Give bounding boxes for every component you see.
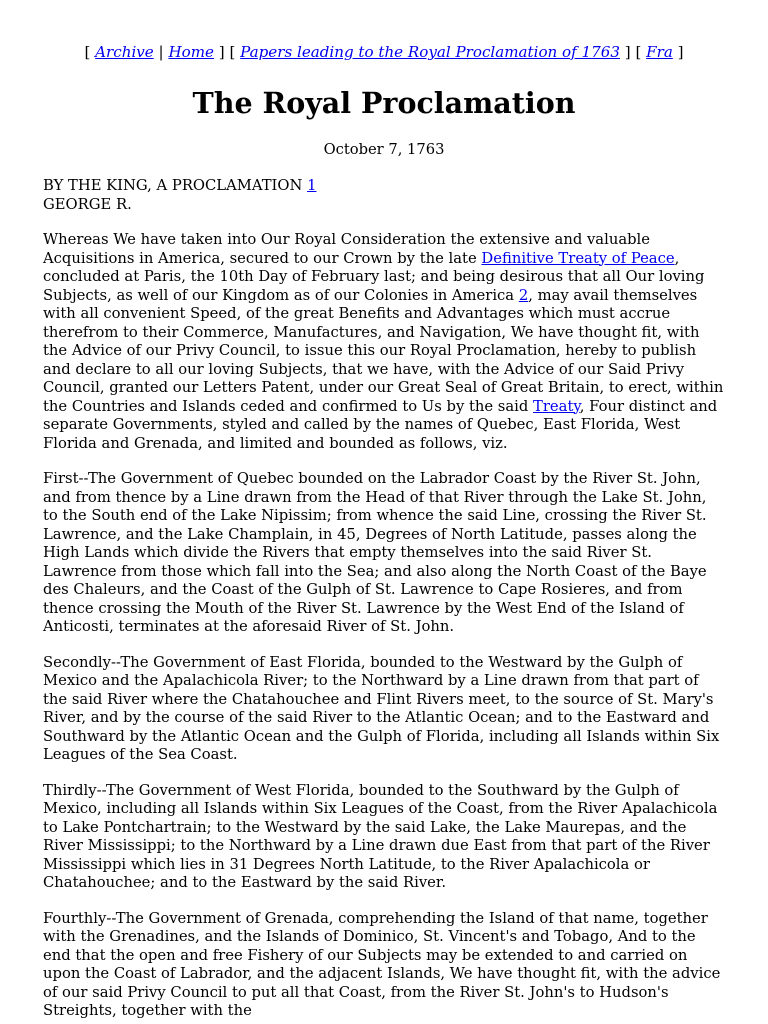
footnote-link-1[interactable]: 1 <box>307 177 317 194</box>
home-link[interactable]: Home <box>168 43 214 61</box>
intro-text-1: Whereas We have taken into Our Royal Consideration the extensive and valuable Acquisitions in America, secured to our Crown by the late <box>43 231 650 267</box>
nav-bracket-close: ] <box>624 43 631 61</box>
treaty-link[interactable]: Treaty <box>533 397 580 415</box>
french-version-link[interactable]: Fra <box>646 43 673 61</box>
nav-bracket-close: ] <box>677 43 684 61</box>
intro-text-4: , Four distinct and separate Governments, styled and called by the names of Quebec, East Florida, West Florida and Grenada, and limited and bounded as follows, viz. <box>43 397 718 452</box>
proclamation-heading: BY THE KING, A PROCLAMATION <box>43 177 303 194</box>
papers-link[interactable]: Papers leading to the Royal Proclamation of 1763 <box>240 43 620 61</box>
nav-separator: | <box>158 43 164 61</box>
page-title: The Royal Proclamation <box>192 86 576 120</box>
nav-bracket-open: [ <box>635 43 642 61</box>
paragraph-east-florida: Secondly--The Government of East Florida, bounded to the Westward by the Gulph of Mexico and the Apalachicola River; to the Northward by a Line drawn from that part of the said River where the Chatahouchee and Flint Rivers meet, to the source of St. Mary's River, and by the course of the said River to the Atlantic Ocean; and to the Eastward and Southward by the Atlantic Ocean and the Gulph of Florida, including all Islands within Six Leagues of the Sea Coast. <box>43 653 720 763</box>
paragraph-west-florida: Thirdly--The Government of West Florida, bounded to the Southward by the Gulph of Mexico, including all Islands within Six Leagues of the Coast, from the River Apalachicola to Lake Pontchartrain; to the Westward by the said Lake, the Lake Maurepas, and the River Mississippi; to the Northward by a Line drawn due East from that part of the River Mississippi which lies in 31 Degrees North Latitude, to the River Apalachicola or Chatahouchee; and to the Eastward by the said River. <box>43 781 718 891</box>
nav-bracket-open: [ <box>229 43 236 61</box>
royal-signature: GEORGE R. <box>43 195 132 213</box>
proclamation-date: October 7, 1763 <box>323 141 445 158</box>
intro-text-2: , concluded at Paris, the 10th Day of February last; and being desirous that all Our loving Subjects, as well of our Kingdom as of our Colonies in America <box>43 249 705 304</box>
document-body <box>43 177 725 1021</box>
definitive-treaty-link[interactable]: Definitive Treaty of Peace <box>481 249 675 267</box>
intro-text-3: , may avail themselves with all convenient Speed, of the great Benefits and Advantages which must accrue therefrom to their Commerce, Manufactures, and Navigation, We have thought fit, with the Advice of our Privy Council, to issue this our Royal Proclamation, hereby to publish and declare to all our loving Subjects, that we have, with the Advice of our Said Privy Council, granted our Letters Patent, under our Great Seal of Great Britain, to erect, within the Countries and Islands ceded and confirmed to Us by the said <box>43 286 724 415</box>
nav-bracket-close: ] <box>218 43 225 61</box>
top-navigation <box>43 41 725 63</box>
archive-link[interactable]: Archive <box>95 43 154 61</box>
footnote-link-2[interactable]: 2 <box>518 286 529 304</box>
opening-block <box>43 177 725 214</box>
nav-bracket-open: [ <box>84 43 91 61</box>
paragraph-grenada: Fourthly--The Government of Grenada, comprehending the Island of that name, together with the Grenadines, and the Islands of Dominico, St. Vincent's and Tobago, And to the end that the open and free Fishery of our Subjects may be extended to and carried on upon the Coast of Labrador, and the adjacent Islands, We have thought fit, with the advice of our said Privy Council to put all that Coast, from the River St. John's to Hudson's Streights, together with the <box>43 909 721 1019</box>
paragraph-quebec: First--The Government of Quebec bounded on the Labrador Coast by the River St. John, and from thence by a Line drawn from the Head of that River through the Lake St. John, to the South end of the Lake Nipissim; from whence the said Line, crossing the River St. Lawrence, and the Lake Champlain, in 45, Degrees of North Latitude, passes along the High Lands which divide the Rivers that empty themselves into the said River St. Lawrence from those which fall into the Sea; and also along the North Coast of the Baye des Chaleurs, and the Coast of the Gulph of St. Lawrence to Cape Rosieres, and from thence crossing the Mouth of the River St. Lawrence by the West End of the Island of Anticosti, terminates at the aforesaid River of St. John. <box>43 470 707 635</box>
intro-paragraph <box>43 231 725 453</box>
